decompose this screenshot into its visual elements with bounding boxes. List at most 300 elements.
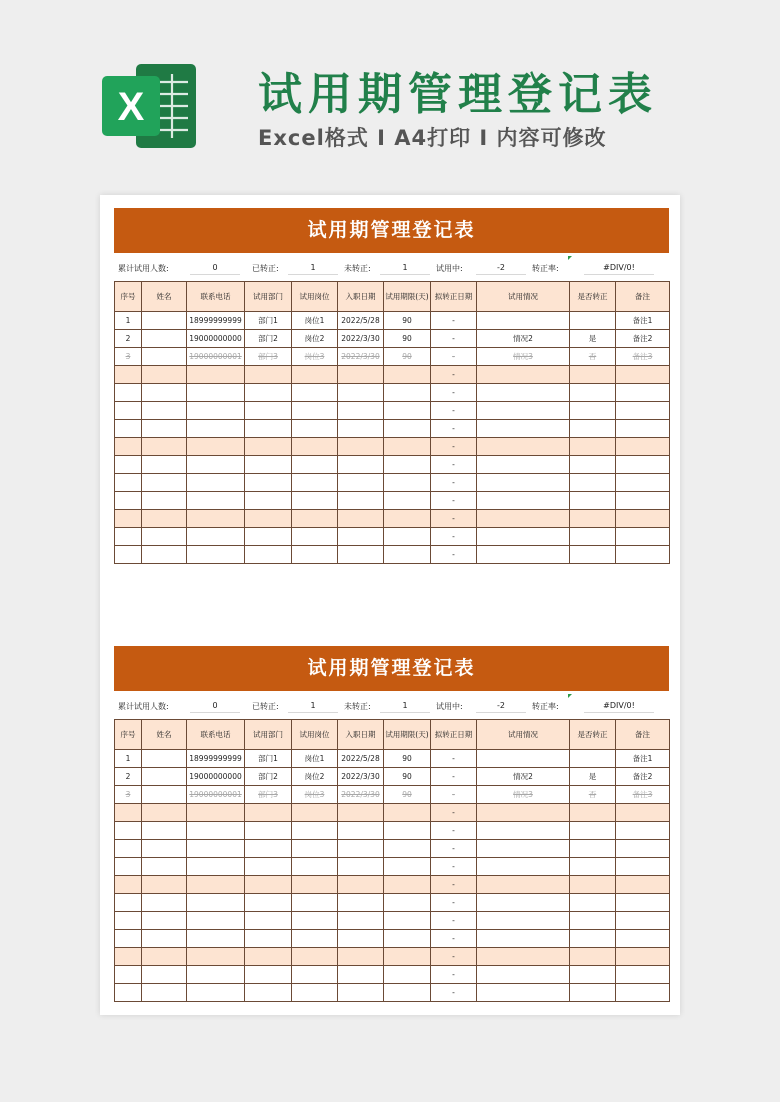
table-cell[interactable]: - (431, 966, 477, 984)
table-cell[interactable]: 3 (115, 348, 142, 366)
table-cell[interactable] (115, 420, 142, 438)
table-cell[interactable] (142, 912, 187, 930)
table-cell[interactable] (384, 546, 431, 564)
table-cell[interactable] (477, 750, 570, 768)
table-cell[interactable] (142, 348, 187, 366)
table-cell[interactable]: 2022/3/30 (338, 768, 384, 786)
table-cell[interactable] (245, 366, 292, 384)
table-cell[interactable] (142, 876, 187, 894)
table-cell[interactable] (570, 966, 616, 984)
table-cell[interactable] (292, 804, 338, 822)
table-cell[interactable] (187, 420, 245, 438)
table-cell[interactable] (187, 840, 245, 858)
table-cell[interactable] (292, 894, 338, 912)
table-cell[interactable] (477, 930, 570, 948)
table-cell[interactable] (338, 510, 384, 528)
table-cell[interactable] (338, 546, 384, 564)
table-cell[interactable]: - (431, 438, 477, 456)
table-cell[interactable] (115, 510, 142, 528)
table-cell[interactable] (338, 402, 384, 420)
table-cell[interactable] (616, 366, 670, 384)
table-cell[interactable] (142, 894, 187, 912)
table-cell[interactable] (292, 912, 338, 930)
table-cell[interactable]: - (431, 912, 477, 930)
table-cell[interactable]: - (431, 876, 477, 894)
table-cell[interactable]: 90 (384, 312, 431, 330)
table-cell[interactable] (292, 528, 338, 546)
table-cell[interactable] (142, 402, 187, 420)
table-cell[interactable] (570, 510, 616, 528)
table-cell[interactable]: 2022/3/30 (338, 330, 384, 348)
table-cell[interactable] (292, 930, 338, 948)
table-cell[interactable] (245, 858, 292, 876)
table-cell[interactable] (338, 804, 384, 822)
table-cell[interactable]: 90 (384, 786, 431, 804)
table-cell[interactable] (570, 420, 616, 438)
table-cell[interactable] (338, 822, 384, 840)
table-cell[interactable] (384, 948, 431, 966)
table-cell[interactable] (570, 840, 616, 858)
table-cell[interactable] (616, 840, 670, 858)
table-cell[interactable]: 岗位3 (292, 786, 338, 804)
table-cell[interactable] (338, 384, 384, 402)
table-cell[interactable] (570, 876, 616, 894)
table-cell[interactable] (384, 510, 431, 528)
table-cell[interactable] (570, 546, 616, 564)
table-cell[interactable] (292, 492, 338, 510)
table-cell[interactable] (142, 840, 187, 858)
table-cell[interactable] (187, 456, 245, 474)
table-cell[interactable] (616, 930, 670, 948)
table-cell[interactable] (115, 528, 142, 546)
table-cell[interactable] (245, 984, 292, 1002)
table-cell[interactable] (384, 894, 431, 912)
table-cell[interactable] (338, 438, 384, 456)
table-cell[interactable] (477, 858, 570, 876)
table-cell[interactable] (616, 894, 670, 912)
table-cell[interactable] (245, 840, 292, 858)
table-cell[interactable]: - (431, 930, 477, 948)
table-cell[interactable]: - (431, 984, 477, 1002)
table-cell[interactable] (187, 912, 245, 930)
table-cell[interactable] (115, 876, 142, 894)
table-cell[interactable] (570, 912, 616, 930)
table-cell[interactable] (338, 948, 384, 966)
table-cell[interactable]: 备注1 (616, 312, 670, 330)
table-cell[interactable]: - (431, 528, 477, 546)
table-cell[interactable]: 18999999999 (187, 312, 245, 330)
table-cell[interactable] (616, 858, 670, 876)
table-cell[interactable]: 19000000000 (187, 330, 245, 348)
table-cell[interactable] (338, 840, 384, 858)
table-cell[interactable] (477, 528, 570, 546)
table-cell[interactable]: - (431, 750, 477, 768)
table-cell[interactable] (115, 402, 142, 420)
table-cell[interactable] (616, 948, 670, 966)
table-cell[interactable] (292, 384, 338, 402)
table-cell[interactable] (616, 912, 670, 930)
table-cell[interactable]: 2022/5/28 (338, 312, 384, 330)
table-cell[interactable] (570, 930, 616, 948)
table-cell[interactable] (570, 384, 616, 402)
table-cell[interactable] (570, 456, 616, 474)
table-cell[interactable] (187, 438, 245, 456)
table-cell[interactable] (115, 894, 142, 912)
table-cell[interactable] (338, 474, 384, 492)
table-cell[interactable]: 岗位2 (292, 330, 338, 348)
table-cell[interactable]: 岗位1 (292, 750, 338, 768)
table-cell[interactable] (384, 930, 431, 948)
table-cell[interactable]: 1 (115, 750, 142, 768)
table-cell[interactable] (292, 366, 338, 384)
table-cell[interactable] (187, 822, 245, 840)
table-cell[interactable] (142, 546, 187, 564)
table-cell[interactable]: - (431, 492, 477, 510)
table-cell[interactable]: - (431, 474, 477, 492)
table-cell[interactable] (477, 420, 570, 438)
table-cell[interactable] (616, 984, 670, 1002)
table-cell[interactable]: 2022/3/30 (338, 786, 384, 804)
table-cell[interactable]: 部门1 (245, 312, 292, 330)
table-cell[interactable]: 3 (115, 786, 142, 804)
table-cell[interactable] (187, 984, 245, 1002)
table-cell[interactable] (115, 912, 142, 930)
table-cell[interactable] (245, 894, 292, 912)
table-cell[interactable]: - (431, 402, 477, 420)
table-cell[interactable] (115, 984, 142, 1002)
table-cell[interactable] (338, 528, 384, 546)
table-cell[interactable] (115, 858, 142, 876)
table-cell[interactable] (187, 804, 245, 822)
table-cell[interactable] (187, 894, 245, 912)
table-cell[interactable] (477, 948, 570, 966)
table-cell[interactable] (338, 420, 384, 438)
table-cell[interactable] (616, 384, 670, 402)
table-cell[interactable] (292, 510, 338, 528)
table-cell[interactable] (245, 492, 292, 510)
table-cell[interactable] (245, 912, 292, 930)
table-cell[interactable] (477, 840, 570, 858)
table-cell[interactable] (245, 822, 292, 840)
table-cell[interactable] (570, 858, 616, 876)
table-cell[interactable] (384, 474, 431, 492)
table-cell[interactable] (292, 876, 338, 894)
table-cell[interactable] (384, 528, 431, 546)
table-cell[interactable] (616, 546, 670, 564)
table-cell[interactable] (142, 420, 187, 438)
table-cell[interactable] (570, 894, 616, 912)
table-cell[interactable] (245, 528, 292, 546)
table-cell[interactable]: 18999999999 (187, 750, 245, 768)
table-cell[interactable] (477, 438, 570, 456)
table-cell[interactable] (477, 384, 570, 402)
table-cell[interactable] (570, 312, 616, 330)
table-cell[interactable] (115, 948, 142, 966)
table-cell[interactable] (292, 438, 338, 456)
table-cell[interactable] (292, 966, 338, 984)
table-cell[interactable]: 否 (570, 786, 616, 804)
table-cell[interactable]: 2 (115, 768, 142, 786)
table-cell[interactable]: - (431, 858, 477, 876)
table-cell[interactable] (292, 948, 338, 966)
table-cell[interactable] (187, 402, 245, 420)
table-cell[interactable] (570, 492, 616, 510)
table-cell[interactable]: 情况2 (477, 330, 570, 348)
table-cell[interactable] (338, 894, 384, 912)
table-cell[interactable] (245, 546, 292, 564)
table-cell[interactable] (616, 438, 670, 456)
table-cell[interactable] (142, 510, 187, 528)
table-cell[interactable] (384, 984, 431, 1002)
table-cell[interactable]: 2022/5/28 (338, 750, 384, 768)
table-cell[interactable]: 2022/3/30 (338, 348, 384, 366)
table-cell[interactable] (338, 492, 384, 510)
table-cell[interactable] (245, 474, 292, 492)
table-cell[interactable] (245, 804, 292, 822)
table-cell[interactable] (142, 948, 187, 966)
table-cell[interactable] (245, 510, 292, 528)
table-cell[interactable] (142, 930, 187, 948)
table-cell[interactable] (616, 804, 670, 822)
table-cell[interactable] (384, 438, 431, 456)
table-cell[interactable] (115, 546, 142, 564)
table-cell[interactable] (142, 786, 187, 804)
table-cell[interactable] (384, 804, 431, 822)
table-cell[interactable] (115, 930, 142, 948)
table-cell[interactable]: - (431, 384, 477, 402)
table-cell[interactable]: - (431, 804, 477, 822)
table-cell[interactable] (616, 876, 670, 894)
table-cell[interactable] (245, 930, 292, 948)
table-cell[interactable]: 备注3 (616, 348, 670, 366)
table-cell[interactable] (115, 456, 142, 474)
table-cell[interactable]: - (431, 546, 477, 564)
table-cell[interactable] (187, 474, 245, 492)
table-cell[interactable] (477, 402, 570, 420)
table-cell[interactable] (384, 402, 431, 420)
table-cell[interactable] (477, 366, 570, 384)
table-cell[interactable] (338, 456, 384, 474)
table-cell[interactable] (338, 966, 384, 984)
table-cell[interactable]: - (431, 330, 477, 348)
table-cell[interactable] (187, 492, 245, 510)
table-cell[interactable]: 2 (115, 330, 142, 348)
table-cell[interactable] (338, 912, 384, 930)
table-cell[interactable] (338, 858, 384, 876)
table-cell[interactable] (115, 438, 142, 456)
table-cell[interactable] (115, 366, 142, 384)
table-cell[interactable]: 90 (384, 768, 431, 786)
table-cell[interactable]: 情况3 (477, 786, 570, 804)
table-cell[interactable] (115, 384, 142, 402)
table-cell[interactable] (292, 402, 338, 420)
table-cell[interactable] (570, 984, 616, 1002)
table-cell[interactable] (616, 966, 670, 984)
table-cell[interactable]: 部门3 (245, 348, 292, 366)
table-cell[interactable]: - (431, 456, 477, 474)
table-cell[interactable] (384, 966, 431, 984)
table-cell[interactable] (115, 966, 142, 984)
table-cell[interactable] (477, 822, 570, 840)
table-cell[interactable]: - (431, 840, 477, 858)
table-cell[interactable]: - (431, 768, 477, 786)
table-cell[interactable] (115, 492, 142, 510)
table-cell[interactable] (142, 804, 187, 822)
table-cell[interactable] (616, 402, 670, 420)
table-cell[interactable] (245, 456, 292, 474)
table-cell[interactable] (245, 420, 292, 438)
table-cell[interactable]: 90 (384, 750, 431, 768)
table-cell[interactable] (292, 858, 338, 876)
table-cell[interactable] (142, 750, 187, 768)
table-cell[interactable] (384, 492, 431, 510)
table-cell[interactable] (477, 894, 570, 912)
table-cell[interactable] (384, 456, 431, 474)
table-cell[interactable] (245, 966, 292, 984)
table-cell[interactable] (187, 366, 245, 384)
table-cell[interactable] (187, 876, 245, 894)
table-cell[interactable] (292, 474, 338, 492)
table-cell[interactable]: 90 (384, 330, 431, 348)
table-cell[interactable] (616, 420, 670, 438)
table-cell[interactable] (570, 750, 616, 768)
table-cell[interactable]: 是 (570, 330, 616, 348)
table-cell[interactable] (477, 492, 570, 510)
table-cell[interactable] (115, 822, 142, 840)
table-cell[interactable]: 部门2 (245, 330, 292, 348)
table-cell[interactable]: - (431, 822, 477, 840)
table-cell[interactable] (187, 930, 245, 948)
table-cell[interactable] (384, 384, 431, 402)
table-cell[interactable] (477, 474, 570, 492)
table-cell[interactable]: 备注1 (616, 750, 670, 768)
table-cell[interactable] (187, 858, 245, 876)
table-cell[interactable]: 情况3 (477, 348, 570, 366)
table-cell[interactable]: 备注3 (616, 786, 670, 804)
table-cell[interactable] (477, 966, 570, 984)
table-cell[interactable] (245, 438, 292, 456)
table-cell[interactable] (477, 546, 570, 564)
table-cell[interactable] (142, 768, 187, 786)
table-cell[interactable]: 1 (115, 312, 142, 330)
table-cell[interactable]: 部门3 (245, 786, 292, 804)
table-cell[interactable]: - (431, 366, 477, 384)
table-cell[interactable]: 岗位3 (292, 348, 338, 366)
table-cell[interactable] (187, 966, 245, 984)
table-cell[interactable] (142, 492, 187, 510)
table-cell[interactable]: 备注2 (616, 330, 670, 348)
table-cell[interactable] (142, 384, 187, 402)
table-cell[interactable]: 岗位2 (292, 768, 338, 786)
table-cell[interactable]: - (431, 312, 477, 330)
table-cell[interactable] (384, 858, 431, 876)
table-cell[interactable]: 19000000001 (187, 786, 245, 804)
table-cell[interactable] (338, 930, 384, 948)
table-cell[interactable] (142, 966, 187, 984)
table-cell[interactable] (142, 474, 187, 492)
table-cell[interactable] (616, 528, 670, 546)
table-cell[interactable] (187, 510, 245, 528)
table-cell[interactable] (187, 546, 245, 564)
table-cell[interactable] (477, 510, 570, 528)
table-cell[interactable] (187, 528, 245, 546)
table-cell[interactable] (477, 912, 570, 930)
table-cell[interactable] (384, 420, 431, 438)
table-cell[interactable] (338, 876, 384, 894)
table-cell[interactable] (477, 456, 570, 474)
table-cell[interactable] (477, 804, 570, 822)
table-cell[interactable]: - (431, 348, 477, 366)
table-cell[interactable] (142, 438, 187, 456)
table-cell[interactable] (115, 840, 142, 858)
table-cell[interactable] (292, 456, 338, 474)
table-cell[interactable] (142, 366, 187, 384)
table-cell[interactable] (477, 984, 570, 1002)
table-cell[interactable] (570, 438, 616, 456)
table-cell[interactable]: - (431, 894, 477, 912)
table-cell[interactable] (384, 876, 431, 894)
table-cell[interactable] (570, 366, 616, 384)
table-cell[interactable]: 是 (570, 768, 616, 786)
table-cell[interactable]: - (431, 948, 477, 966)
table-cell[interactable] (338, 366, 384, 384)
table-cell[interactable]: - (431, 510, 477, 528)
table-cell[interactable] (142, 312, 187, 330)
table-cell[interactable]: 19000000001 (187, 348, 245, 366)
table-cell[interactable] (384, 822, 431, 840)
table-cell[interactable] (292, 984, 338, 1002)
table-cell[interactable] (245, 948, 292, 966)
table-cell[interactable] (384, 912, 431, 930)
table-cell[interactable] (570, 402, 616, 420)
table-cell[interactable] (477, 876, 570, 894)
table-cell[interactable] (616, 510, 670, 528)
table-cell[interactable] (187, 948, 245, 966)
table-cell[interactable] (292, 546, 338, 564)
table-cell[interactable] (616, 822, 670, 840)
table-cell[interactable]: 部门2 (245, 768, 292, 786)
table-cell[interactable] (245, 384, 292, 402)
table-cell[interactable] (616, 474, 670, 492)
table-cell[interactable] (384, 366, 431, 384)
table-cell[interactable] (142, 822, 187, 840)
table-cell[interactable] (338, 984, 384, 1002)
table-cell[interactable]: 90 (384, 348, 431, 366)
table-cell[interactable] (570, 528, 616, 546)
table-cell[interactable]: 否 (570, 348, 616, 366)
table-cell[interactable] (477, 312, 570, 330)
table-cell[interactable] (570, 804, 616, 822)
table-cell[interactable] (115, 474, 142, 492)
table-cell[interactable] (187, 384, 245, 402)
table-cell[interactable] (292, 822, 338, 840)
table-cell[interactable] (570, 948, 616, 966)
table-cell[interactable] (142, 858, 187, 876)
table-cell[interactable] (142, 456, 187, 474)
table-cell[interactable] (292, 840, 338, 858)
table-cell[interactable]: - (431, 420, 477, 438)
table-cell[interactable] (570, 474, 616, 492)
table-cell[interactable] (616, 456, 670, 474)
table-cell[interactable] (245, 876, 292, 894)
table-cell[interactable] (570, 822, 616, 840)
table-cell[interactable] (115, 804, 142, 822)
table-cell[interactable] (142, 984, 187, 1002)
table-cell[interactable]: 备注2 (616, 768, 670, 786)
table-cell[interactable]: 情况2 (477, 768, 570, 786)
table-cell[interactable]: 部门1 (245, 750, 292, 768)
table-cell[interactable] (142, 330, 187, 348)
